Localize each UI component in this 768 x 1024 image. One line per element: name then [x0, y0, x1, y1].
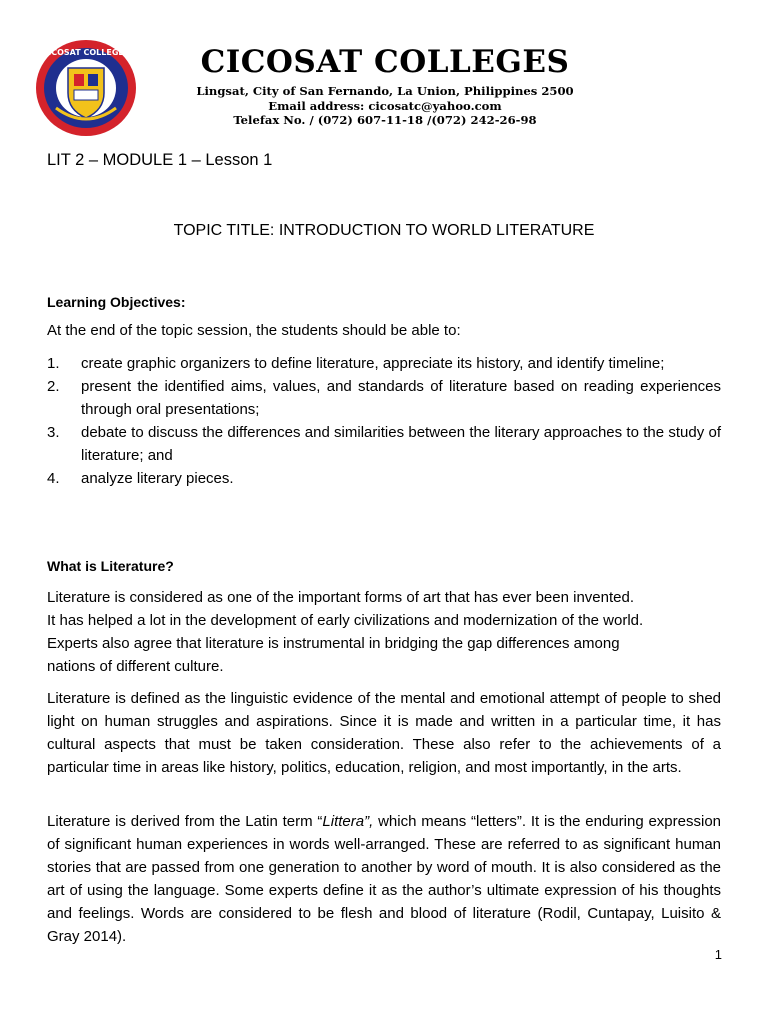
objective-item — [47, 352, 721, 375]
objective-text: analyze literary pieces. — [81, 470, 234, 487]
objectives-intro: At the end of the topic session, the students should be able to: — [47, 322, 461, 339]
school-email: Email address: cicosatc@yahoo.com — [268, 99, 502, 113]
objective-number: 3. — [47, 424, 60, 441]
objective-number: 1. — [47, 355, 60, 372]
objective-item — [47, 467, 721, 490]
lesson-line: LIT 2 – MODULE 1 – Lesson 1 — [47, 151, 273, 169]
paragraph-1-line: nations of different culture. — [47, 658, 224, 675]
objective-item — [47, 421, 721, 467]
paragraph-3-rest: which means “letters”. It is the enduring expression of significant human experiences in words well-arranged. These are referred to as significant human stories that are passed from one generation to another by word of mouth. It is also considered as the art of using the language. Some experts define it as the author’s ultimate expression of his thoughts and feelings. Words are considered to be flesh and blood of literature (Rodil, Cuntapay, Luisito & Gray 2014). — [47, 813, 722, 945]
school-address: Lingsat, City of San Fernando, La Union, Philippines 2500 — [196, 84, 574, 98]
objective-text: create graphic organizers to define literature, appreciate its history, and identify timeline; — [81, 355, 665, 372]
paragraph-2: Literature is defined as the linguistic evidence of the mental and emotional attempt of people to shed light on human struggles and aspirations. Since it is made and written in a particular time, it has cultural aspects that must be taken consideration. These also refer to the achievements of a particular time in areas like history, politics, education, religion, and most importantly, in the arts. — [47, 690, 721, 776]
objective-item — [47, 375, 721, 421]
objective-number: 2. — [47, 378, 60, 395]
school-name: CICOSAT COLLEGES — [200, 44, 570, 80]
paragraph-1-line: It has helped a lot in the development of early civilizations and modernization of the world. — [47, 612, 644, 629]
objective-number: 4. — [47, 470, 60, 487]
objectives-heading: Learning Objectives: — [47, 294, 186, 310]
seal-ring-text: CICOSAT COLLEGES — [42, 48, 130, 57]
what-is-literature-heading: What is Literature? — [47, 558, 174, 574]
college-seal-logo — [34, 38, 138, 138]
paragraph-3-start: Literature is derived from the Latin term “ — [47, 813, 323, 830]
paragraph-1-line: Experts also agree that literature is instrumental in bridging the gap differences among — [47, 635, 620, 652]
paragraph-1-line: Literature is considered as one of the important forms of art that has ever been invented. — [47, 589, 634, 606]
paragraph-3 — [47, 810, 721, 948]
page-number: 1 — [714, 947, 722, 962]
objectives-list — [47, 352, 721, 490]
paragraph-1 — [47, 586, 721, 678]
school-telefax: Telefax No. / (072) 607-11-18 /(072) 242-26-98 — [233, 113, 537, 127]
latin-term: Littera”, — [322, 813, 374, 830]
topic-title: TOPIC TITLE: INTRODUCTION TO WORLD LITERATURE — [173, 222, 595, 239]
objective-text: debate to discuss the differences and similarities between the literary approaches to the study of literature; and — [81, 424, 721, 464]
objective-text: present the identified aims, values, and standards of literature based on reading experiences through oral presentations; — [81, 378, 721, 418]
